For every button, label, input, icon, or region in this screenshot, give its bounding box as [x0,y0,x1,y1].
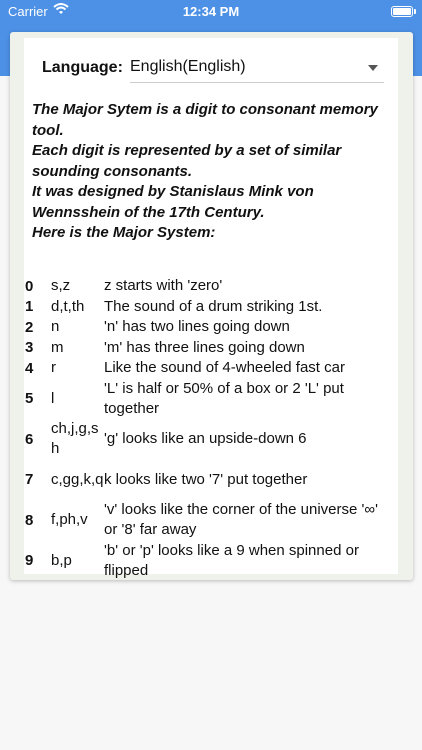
row-letters: ch,j,g,sh [51,420,99,458]
row-digit: 1 [25,298,34,316]
language-label: Language: [42,59,123,76]
table-row [24,541,398,582]
row-digit: 8 [25,511,34,529]
intro-text [32,100,392,244]
table-row [24,317,398,338]
table-row [24,379,398,420]
row-digit: 7 [25,471,34,489]
row-description: 'L' is half or 50% of a box or 2 'L' put together [104,379,344,417]
row-digit: 6 [25,430,34,448]
row-letters: f,ph,v [51,511,88,529]
row-description: 'v' looks like the corner of the universe '∞' or '8' far away [104,501,378,539]
intro-line: Wennsshein of the 17th Century. [32,203,265,221]
intro-line: Here is the Major System: [32,224,216,241]
major-system-table [24,276,398,581]
row-description: 'n' has two lines going down [104,318,290,336]
table-row [24,358,398,379]
row-digit: 0 [25,277,34,295]
row-description: 'g' looks like an upside-down 6 [104,430,307,448]
language-dropdown[interactable] [130,52,384,83]
card-content [24,38,398,579]
table-row [24,338,398,359]
intro-line: The Major Sytem is a digit to consonant memory [32,101,378,118]
row-description: 'b' or 'p' looks like a 9 when spinned or flipped [104,541,359,579]
table-row [24,297,398,318]
table-row [24,500,398,541]
row-digit: 4 [25,359,34,377]
intro-line: It was designed by Stanislaus Mink von [32,183,314,200]
carrier-label: Carrier [8,4,48,19]
row-digit: 2 [25,318,34,336]
row-description: Like the sound of 4-wheeled fast car [104,359,345,377]
intro-line: sounding consonants. [32,162,192,180]
intro-line: Each digit is represented by a set of similar [32,142,342,159]
row-description: 'm' has three lines going down [104,338,305,356]
row-digit: 5 [25,390,34,408]
table-row [24,276,398,297]
row-letters: s,z [51,277,71,295]
dropdown-caret-icon [368,65,378,71]
status-time: 12:34 PM [182,4,240,19]
row-digit: 3 [25,339,34,357]
row-digit: 9 [25,552,34,570]
language-selected-value: English(English) [130,58,246,75]
row-description: The sound of a drum striking 1st. [104,297,323,315]
status-bar [0,0,422,24]
row-letters: m [51,338,64,356]
row-letters: b,p [51,551,72,569]
table-row [24,419,398,460]
major-system-card [10,32,413,580]
row-letters: r [51,359,56,377]
row-letters: n [51,318,60,336]
table-row [24,460,398,501]
row-description: k looks like two '7' put together [104,470,308,488]
battery-icon [391,6,413,17]
intro-line: tool. [32,121,64,139]
row-letters: c,gg,k,q [51,470,104,488]
row-letters: l [51,389,55,407]
row-description: z starts with 'zero' [104,277,223,295]
row-letters: d,t,th [51,297,85,315]
